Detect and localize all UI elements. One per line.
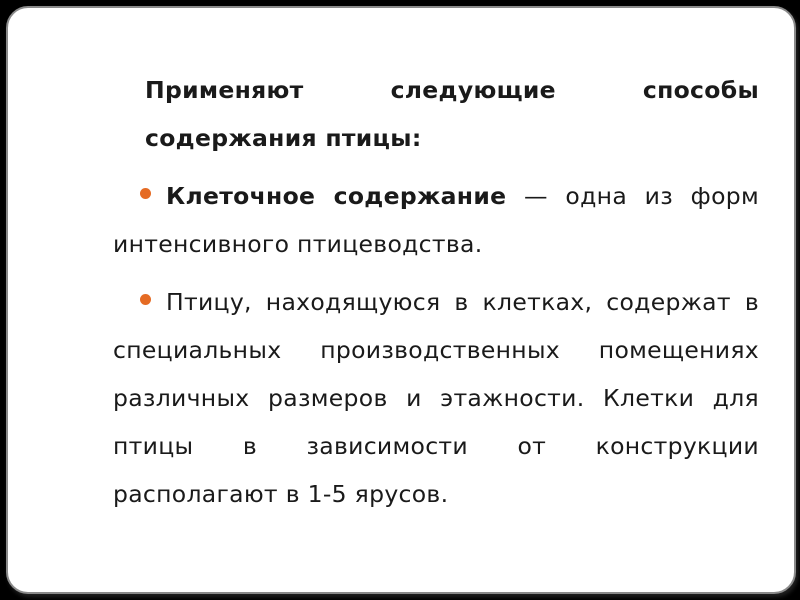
bullet-dot-icon xyxy=(140,294,151,305)
slide xyxy=(6,6,796,594)
bullet-item-cage-keeping xyxy=(113,172,759,268)
bullet-term: Клеточное содержание xyxy=(166,182,507,210)
bullet-text xyxy=(113,172,759,268)
bullet-item-cage-description xyxy=(113,278,759,518)
bullet-dot-icon xyxy=(140,188,151,199)
intro-heading: Применяют следующие способы содержания птицы: xyxy=(145,76,759,152)
bullet-description: Птицу, находящуюся в клетках, содержат в специальных производственных помещениях различных размеров и этажности. Клетки для птицы в зависимости от конструкции располагают в 1-5 ярусов. xyxy=(113,288,759,508)
bullet-definition: — одна из форм интенсивного птицеводства. xyxy=(113,182,759,258)
bullet-text xyxy=(113,278,759,518)
slide-content xyxy=(113,66,759,518)
